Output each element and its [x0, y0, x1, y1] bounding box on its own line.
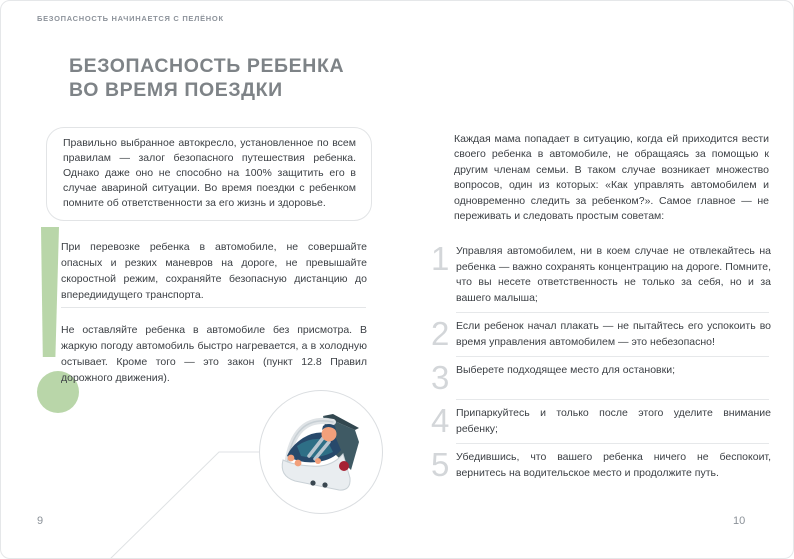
- tip-item-3: [431, 359, 771, 396]
- intro-callout-box: [46, 127, 372, 221]
- page-title-line1: БЕЗОПАСНОСТЬ РЕБЕНКА: [69, 55, 345, 77]
- tip-divider-3: [456, 399, 769, 400]
- exclamation-mark-bar: [41, 227, 59, 357]
- tip-item-2: [431, 315, 771, 352]
- tip-number-4: 4: [431, 402, 450, 439]
- page-title: [69, 55, 344, 102]
- tip-text-3: Выберете подходящее место для остановки;: [456, 364, 675, 376]
- left-column-divider: [61, 307, 366, 308]
- tip-number-2: 2: [431, 315, 450, 352]
- right-intro-paragraph: Каждая мама попадает в ситуацию, когда ей приходится вести своего ребенка в автомобиле, не обращаясь за помощью к другим членам семьи. В таком случае возникает множество вопросов, один из которых: «Как управлять автомобилем и одновременно следить за ребенком?». Самое главное — не переживать и следовать простым советам:: [454, 133, 769, 223]
- page-number-left: 9: [37, 515, 44, 527]
- tip-number-1: 1: [431, 240, 450, 277]
- running-header: БЕЗОПАСНОСТЬ НАЧИНАЕТСЯ С ПЕЛЁНОК: [37, 14, 224, 23]
- tip-item-4: [431, 402, 771, 439]
- tip-number-5: 5: [431, 446, 450, 483]
- tip-item-5: [431, 446, 771, 483]
- car-seat-illustration-frame: [259, 390, 383, 514]
- tip-text-4: Припаркуйтесь и только после этого уделите внимание ребенку;: [456, 407, 771, 435]
- page-title-line2: ВО ВРЕМЯ ПОЕЗДКИ: [69, 78, 283, 101]
- tip-number-3: 3: [431, 359, 450, 396]
- tip-text-2: Если ребенок начал плакать — не пытайтесь его успокоить во время управления автомобилем — это небезопасно!: [456, 320, 771, 348]
- tips-list: [431, 240, 771, 483]
- tip-divider-4: [456, 443, 769, 444]
- tip-item-1: [431, 240, 771, 306]
- safety-paragraph-driving: При перевозке ребенка в автомобиле, не совершайте опасных и резких маневров на дороге, не превышайте скоростной режим, сохраняйте безопасную дистанцию до впередиидущего транспорта.: [61, 241, 367, 301]
- intro-paragraph: Правильно выбранное автокресло, установленное по всем правилам — залог безопасного путешествия ребенка. Однако даже оно не способно на 100% защитить его в случае авариной ситуации. Во время поездки с ребенком помните об ответственности за его жизнь и здоровье.: [63, 137, 356, 209]
- infant-car-seat-icon: [271, 404, 371, 500]
- safety-paragraph-unattended: Не оставляйте ребенка в автомобиле без присмотра. В жаркую погоду автомобиль быстро нагревается, а в холодную остывает. Кроме того — это закон (пункт 12.8 Правил дорожного движения).: [61, 324, 367, 384]
- tip-text-5: Убедившись, что вашего ребенка ничего не беспокоит, вернитесь на водительское место и продолжите путь.: [456, 451, 771, 479]
- tip-text-1: Управляя автомобилем, ни в коем случае не отвлекайтесь на ребенка — важно сохранять концентрацию на дороге. Помните, что вы несете ответственность не только за себя, но и за вашего малыша;: [456, 245, 771, 304]
- page-number-right: 10: [733, 515, 746, 527]
- tip-divider-1: [456, 312, 769, 313]
- tip-divider-2: [456, 356, 769, 357]
